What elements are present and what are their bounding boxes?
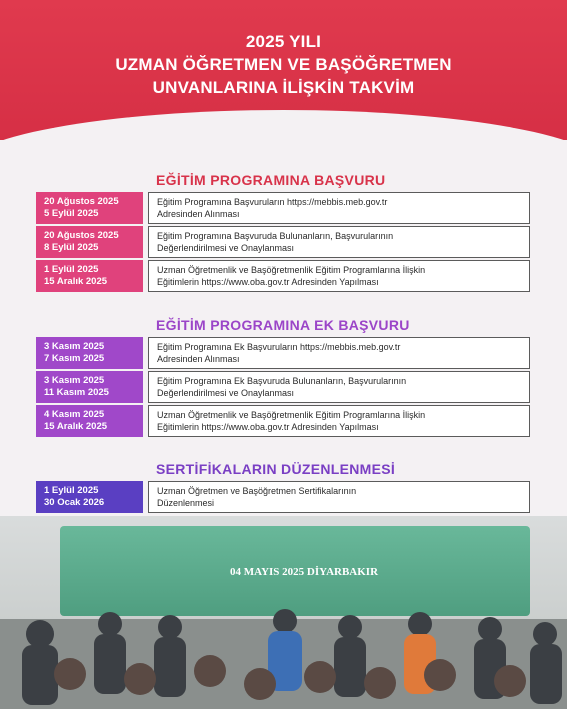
end-date: 7 Kasım 2025 (44, 353, 105, 364)
date-box (36, 226, 143, 258)
start-date: 3 Kasım 2025 (44, 375, 105, 386)
date-box (36, 192, 143, 224)
description-line-1: Eğitim Programına Başvuruların https://mebbis.meb.gov.tr (157, 197, 388, 207)
description-box (148, 260, 530, 292)
schedule-row (36, 260, 530, 292)
date-box (36, 405, 143, 437)
section-title-sertifika: SERTİFİKALARIN DÜZENLENMESİ (156, 461, 396, 477)
end-date: 5 Eylül 2025 (44, 208, 99, 219)
end-date: 11 Kasım 2025 (44, 387, 109, 398)
date-box (36, 260, 143, 292)
description-line-2: Eğitimlerin https://www.oba.gov.tr Adresinden Yapılması (157, 277, 379, 287)
description-line-2: Eğitimlerin https://www.oba.gov.tr Adresinden Yapılması (157, 422, 379, 432)
description-box (148, 405, 530, 437)
start-date: 4 Kasım 2025 (44, 409, 105, 420)
description-box (148, 371, 530, 403)
event-photo (0, 516, 567, 709)
date-box (36, 371, 143, 403)
schedule-row (36, 405, 530, 437)
description-box (148, 192, 530, 224)
header-banner (0, 0, 567, 140)
date-box (36, 337, 143, 369)
stage-banner-text: 04 MAYIS 2025 DİYARBAKIR (230, 566, 379, 578)
schedule-row (36, 371, 530, 403)
description-line-1: Uzman Öğretmenlik ve Başöğretmenlik Eğitim Programlarına İlişkin (157, 410, 426, 420)
description-line-2: Adresinden Alınması (157, 209, 240, 219)
description-line-1: Eğitim Programına Başvuruda Bulunanların, Başvurularının (157, 231, 394, 241)
description-line-1: Uzman Öğretmenlik ve Başöğretmenlik Eğitim Programlarına İlişkin (157, 265, 426, 275)
start-date: 1 Eylül 2025 (44, 264, 99, 275)
start-date: 20 Ağustos 2025 (44, 230, 119, 241)
schedule-row (36, 226, 530, 258)
start-date: 3 Kasım 2025 (44, 341, 105, 352)
description-line-1: Eğitim Programına Ek Başvuruda Bulunanların, Başvurularının (157, 376, 407, 386)
title-line-3: UNVANLARINA İLİŞKİN TAKVİM (152, 78, 415, 97)
start-date: 20 Ağustos 2025 (44, 196, 119, 207)
schedule-row (36, 481, 530, 513)
description-box (148, 337, 530, 369)
section-title-basvuru: EĞİTİM PROGRAMINA BAŞVURU (156, 172, 386, 188)
date-box (36, 481, 143, 513)
crowd-illustration (0, 579, 567, 709)
description-line-2: Değerlendirilmesi ve Onaylanması (157, 243, 295, 253)
end-date: 15 Aralık 2025 (44, 421, 108, 432)
end-date: 8 Eylül 2025 (44, 242, 99, 253)
start-date: 1 Eylül 2025 (44, 485, 99, 496)
description-line-1: Uzman Öğretmen ve Başöğretmen Sertifikalarının (157, 486, 357, 496)
end-date: 30 Ocak 2026 (44, 497, 105, 508)
description-line-2: Düzenlenmesi (157, 498, 215, 508)
title-line-1: 2025 YILI (245, 32, 322, 51)
schedule-row (36, 337, 530, 369)
description-line-2: Değerlendirilmesi ve Onaylanması (157, 388, 295, 398)
description-line-2: Adresinden Alınması (157, 354, 240, 364)
description-line-1: Eğitim Programına Ek Başvuruların https://mebbis.meb.gov.tr (157, 342, 401, 352)
description-box (148, 226, 530, 258)
section-title-ek-basvuru: EĞİTİM PROGRAMINA EK BAŞVURU (156, 317, 410, 333)
header-curve (0, 110, 567, 170)
schedule-row (36, 192, 530, 224)
page-title (0, 30, 567, 99)
title-line-2: UZMAN ÖĞRETMEN VE BAŞÖĞRETMEN (115, 55, 452, 74)
end-date: 15 Aralık 2025 (44, 276, 108, 287)
description-box (148, 481, 530, 513)
